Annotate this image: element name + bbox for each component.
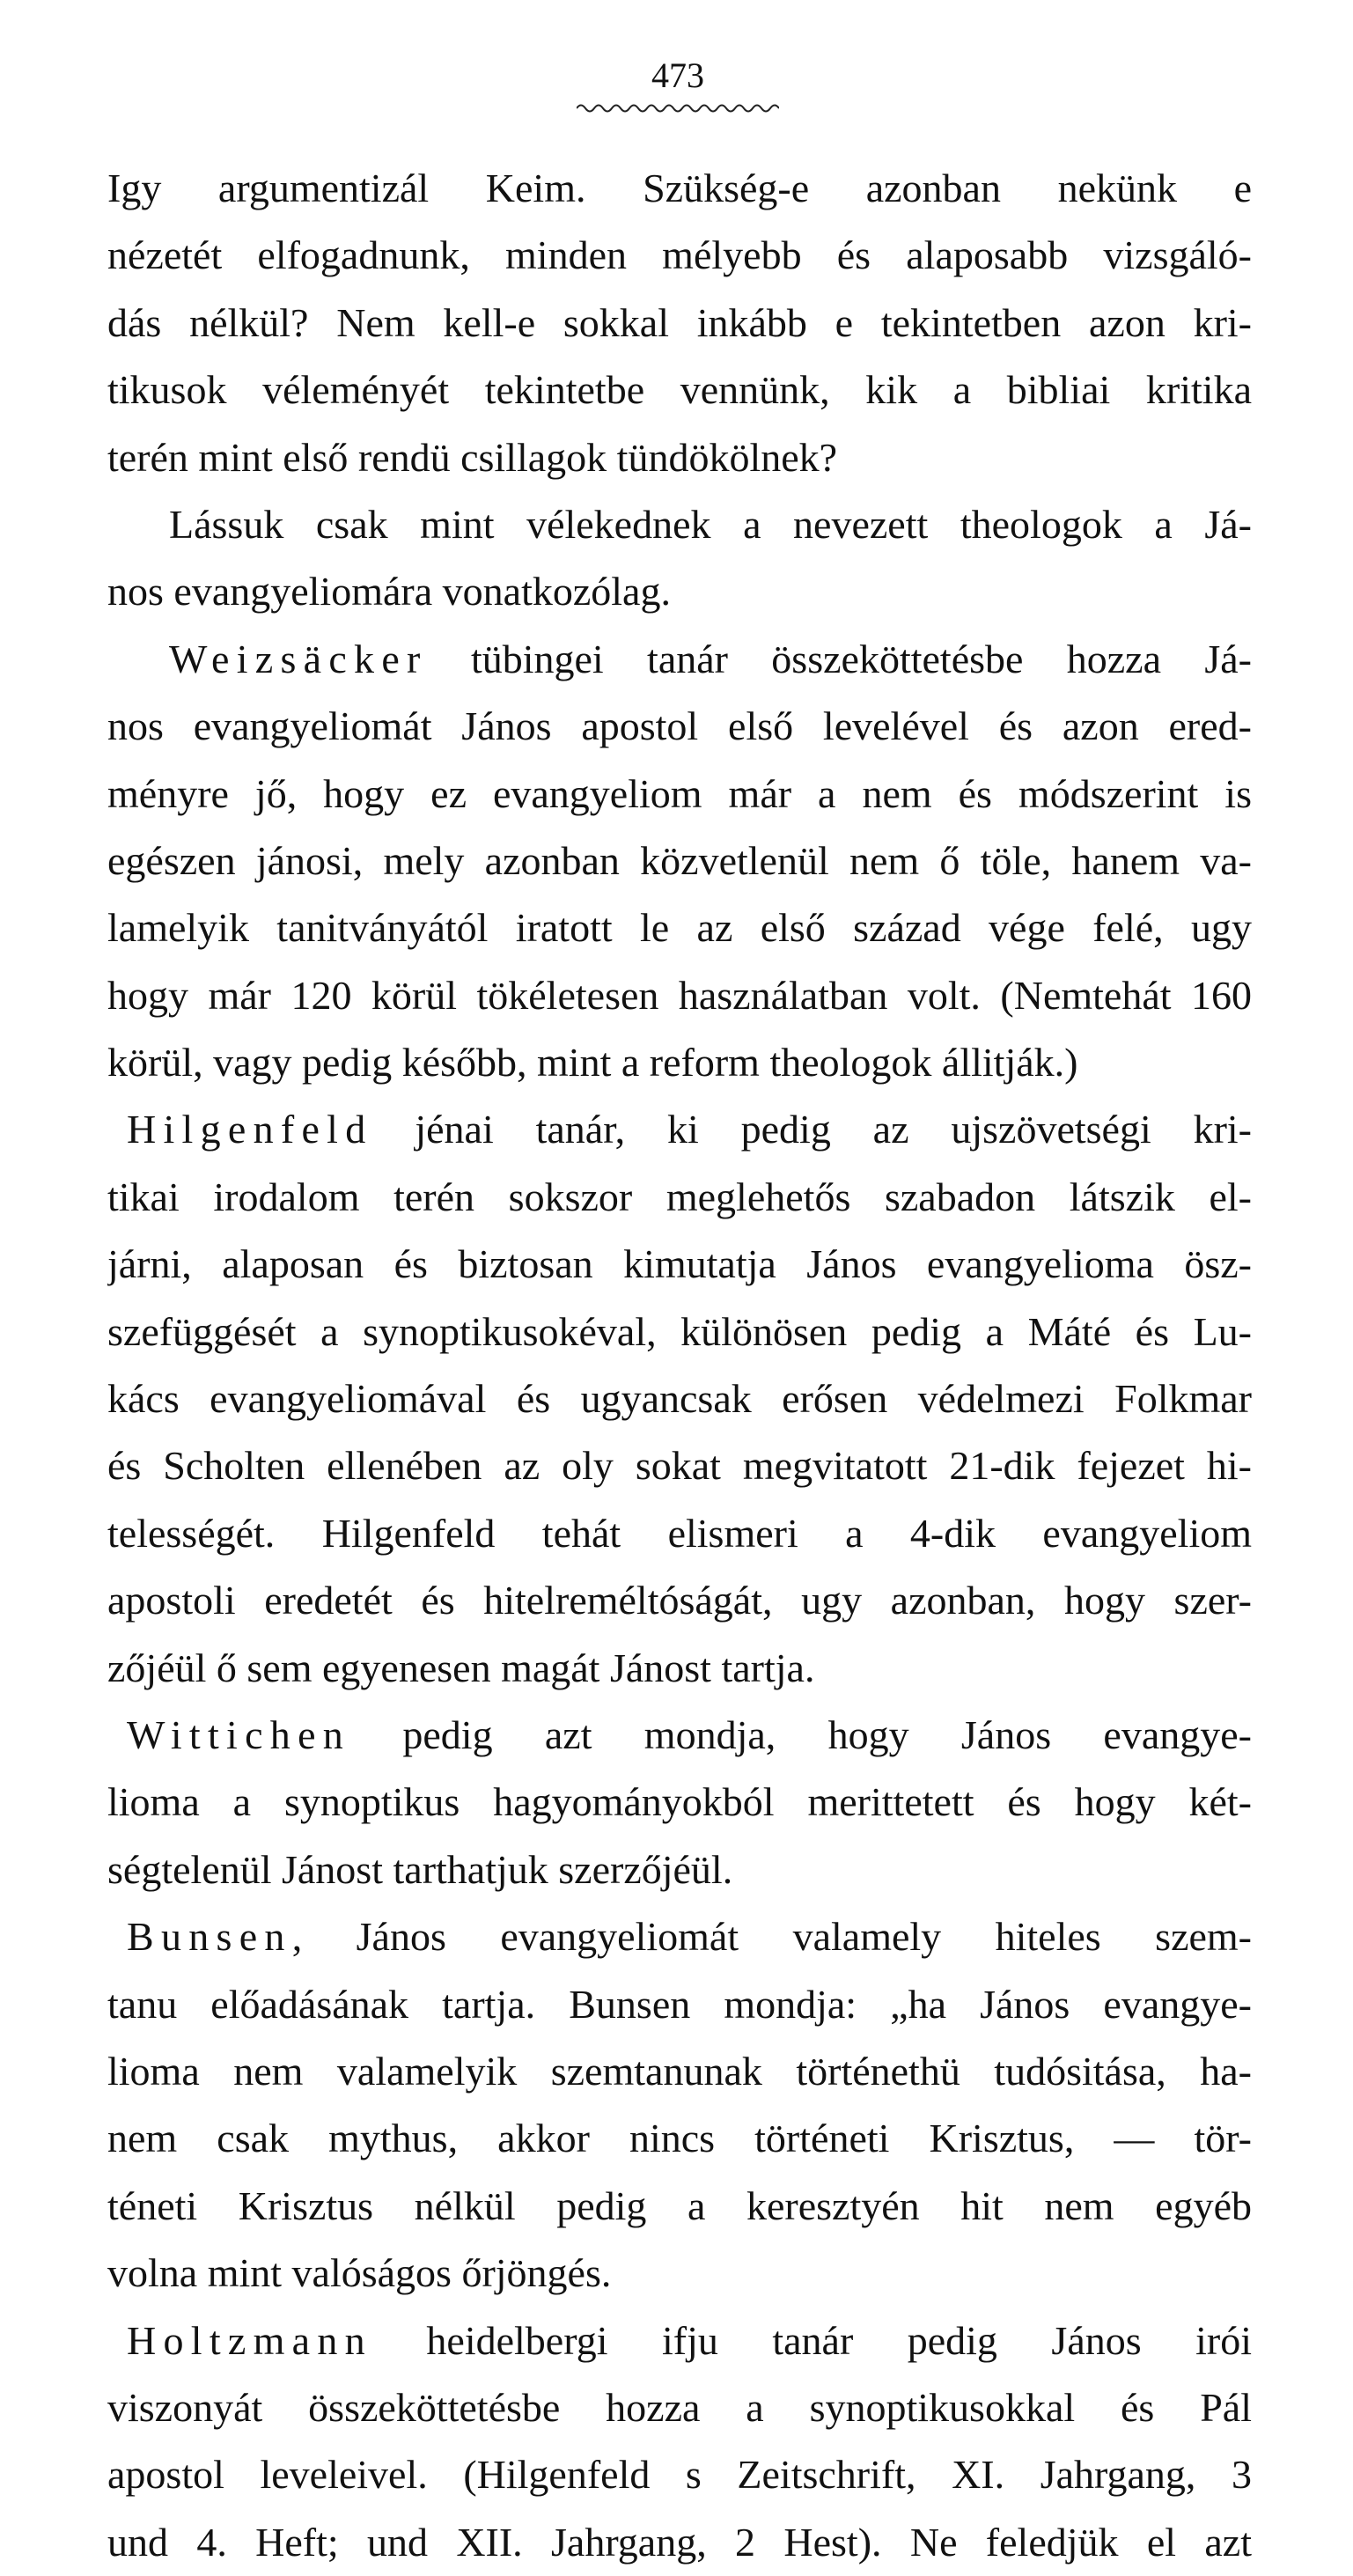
text-line: lamelyik tanitványától iratott le az első század vége felé, ugy xyxy=(107,905,1252,951)
text-line: pedig azt mondja, hogy János evangye- xyxy=(350,1711,1252,1757)
page-number: 473 xyxy=(651,55,704,95)
text-line: kács evangyeliomával és ugyancsak erősen védelmezi Folkmar xyxy=(107,1376,1252,1422)
text-line: egészen jánosi, mely azonban közvetlenül nem ő töle, hanem va- xyxy=(107,837,1252,883)
text-line: volna mint valóságos őrjöngés. xyxy=(107,2250,612,2296)
text-line: ményre jő, hogy ez evangyeliom már a nem és módszerint is xyxy=(107,770,1252,816)
body-text xyxy=(107,155,1252,2576)
text-line: tikusok véleményét tekintetbe vennünk, kik a bibliai kritika xyxy=(107,367,1252,413)
text-line: terén mint első rendü csillagok tündökölnek? xyxy=(107,434,838,480)
text-line: nos evangyeliomára vonatkozólag. xyxy=(107,569,671,615)
text-line: zőjéül ő sem egyenesen magát Jánost tartja. xyxy=(107,1645,815,1690)
text-line: telességét. Hilgenfeld tehát elismeri a 4-dik evangyeliom xyxy=(107,1510,1252,1556)
text-line: lioma a synoptikus hagyományokból merittetett és hogy két- xyxy=(107,1779,1252,1825)
text-line: jénai tanár, ki pedig az ujszövetségi kri- xyxy=(372,1107,1252,1152)
text-line: Igy argumentizál Keim. Szükség-e azonban nekünk e xyxy=(107,166,1252,210)
author-name-hilgenfeld: Hilgenfeld xyxy=(127,1107,373,1152)
text-line: nézetét elfogadnunk, minden mélyebb és alaposabb vizsgáló- xyxy=(107,232,1252,278)
wavy-rule-ornament xyxy=(577,102,779,114)
text-line: lioma nem valamelyik szemtanunak történethü tudósitása, ha- xyxy=(107,2048,1252,2094)
text-line: járni, alaposan és biztosan kimutatja János evangyelioma ösz- xyxy=(107,1241,1252,1287)
author-name-wittichen: Wittichen xyxy=(127,1711,351,1757)
text-line: ségtelenül Jánost tarthatjuk szerzőjéül. xyxy=(107,1846,733,1892)
text-line: , János evangyeliomát valamely hiteles szem- xyxy=(291,1914,1252,1960)
text-line: nem csak mythus, akkor nincs történeti Krisztus, — tör- xyxy=(107,2116,1252,2161)
author-name-weizsacker: Weizsäcker xyxy=(169,636,428,681)
text-line: nos evangyeliomát János apostol első levelével és azon ered- xyxy=(107,703,1252,749)
text-line: und 4. Heft; und XII. Jahrgang, 2 Hest). Ne feledjük el azt xyxy=(107,2519,1252,2565)
text-line: tübingei tanár összeköttetésbe hozza Já- xyxy=(427,636,1252,681)
text-line: Lássuk csak mint vélekednek a nevezett theologok a Já- xyxy=(169,501,1252,547)
author-name-bunsen: Bunsen xyxy=(127,1914,292,1960)
text-line: heidelbergi ifju tanár pedig János irói xyxy=(371,2317,1252,2363)
text-line: és Scholten ellenében az oly sokat megvitatott 21-dik fejezet hi- xyxy=(107,1443,1252,1489)
author-name-holtzmann: Holtzmann xyxy=(127,2317,372,2363)
text-line: körül, vagy pedig később, mint a reform theologok állitják.) xyxy=(107,1040,1078,1086)
text-line: apostoli eredetét és hitelreméltóságát, ugy azonban, hogy szer- xyxy=(107,1578,1252,1623)
text-line: viszonyát összeköttetésbe hozza a synoptikusokkal és Pál xyxy=(107,2384,1252,2430)
text-line: tanu előadásának tartja. Bunsen mondja: „ha János evangye- xyxy=(107,1981,1252,2027)
text-line: szefüggését a synoptikusokéval, különösen pedig a Máté és Lu- xyxy=(107,1308,1252,1354)
text-line: hogy már 120 körül tökéletesen használatban volt. (Nemtehát 160 xyxy=(107,972,1252,1018)
text-line: tikai irodalom terén sokszor meglehetős szabadon látszik el- xyxy=(107,1174,1252,1219)
text-line: apostol leveleivel. (Hilgenfeld s Zeitschrift, XI. Jahrgang, 3 xyxy=(107,2452,1252,2498)
text-line: dás nélkül? Nem kell-e sokkal inkább e tekintetben azon kri- xyxy=(107,299,1252,345)
text-line: téneti Krisztus nélkül pedig a keresztyén hit nem egyéb xyxy=(107,2182,1252,2228)
